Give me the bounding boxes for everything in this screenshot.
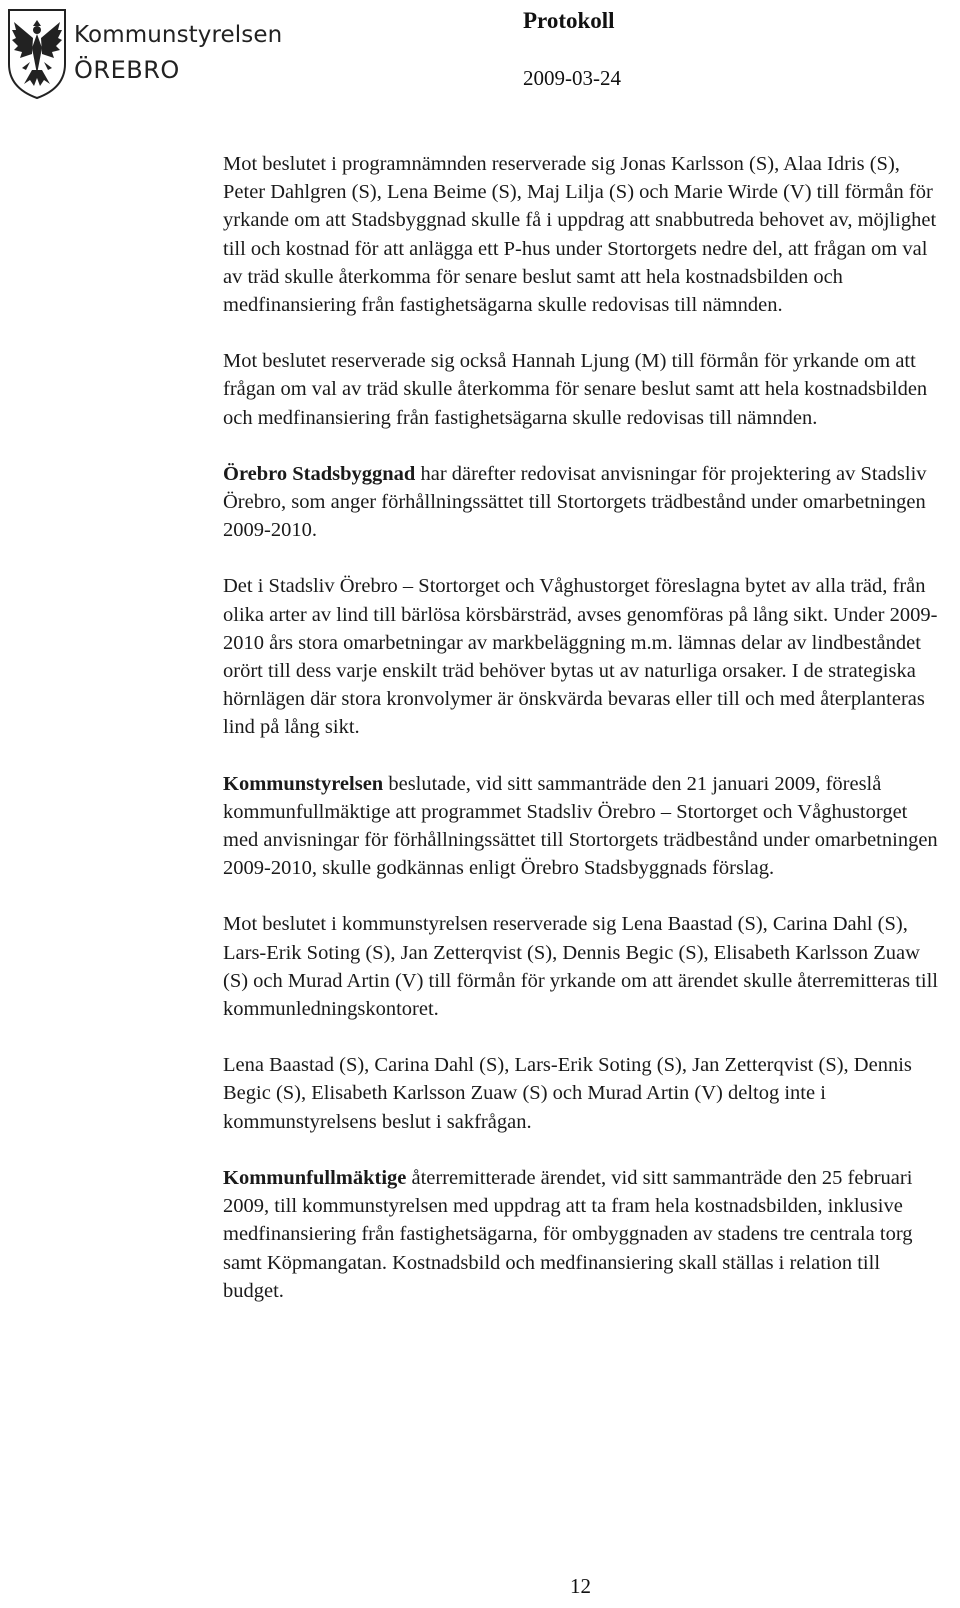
paragraph [223,1164,945,1305]
paragraph [223,150,945,319]
page-number: 12 [570,1574,591,1598]
paragraph-text: Lena Baastad (S), Carina Dahl (S), Lars-Erik Soting (S), Jan Zetterqvist (S), Dennis Begic (S), Elisabeth Karlsson Zuaw (S) och Murad Artin (V) deltog inte i kommunstyrelsens beslut i sakfrågan. [223,1054,912,1133]
document-type: Protokoll [523,8,615,33]
paragraph [223,572,945,741]
paragraph-text: Det i Stadsliv Örebro – Stortorget och Våghustorget föreslagna bytet av alla träd, från olika arter av lind till bärlösa körsbärsträd, avses genomföras på lång sikt. Under 2009-2010 års stora omarbetningar av markbeläggning m.m. lämnas delar av lindbeståndet orört till dess varje enskilt träd behöver bytas ut av naturliga orsaker. I de strategiska hörnlägen där stora kronvolymer är önskvärda bevaras eller till och med återplanteras lind på lång sikt. [223,575,938,739]
paragraph-lead: Kommunstyrelsen [223,772,384,795]
paragraph-text: beslutade, vid sitt sammanträde den 21 januari 2009, föreslå kommunfullmäktige att programmet Stadsliv Örebro – Stortorget och Våghustorget med anvisningar för förhållningssättet till Stortorgets trädbestånd under omarbetningen 2009-2010, skulle godkännas enligt Örebro Stadsbyggnads förslag. [223,772,938,880]
paragraph [223,910,945,1023]
paragraph-lead: Örebro Stadsbyggnad [223,462,416,485]
paragraph [223,1051,945,1136]
organization-name: Kommunstyrelsen [74,22,283,48]
organization-city: ÖREBRO [74,56,180,84]
document-body [223,150,945,1333]
paragraph [223,770,945,883]
paragraph-lead: Kommunfullmäktige [223,1166,407,1189]
paragraph-text: Mot beslutet reserverade sig också Hannah Ljung (M) till förmån för yrkande om att frågan om val av träd skulle återkomma för senare beslut samt att hela kostnadsbilden och medfinansiering från fastighetsägarna skulle redovisas till nämnden. [223,350,928,429]
document-date: 2009-03-24 [523,66,621,90]
paragraph-text: Mot beslutet i programnämnden reserverade sig Jonas Karlsson (S), Alaa Idris (S), Peter Dahlgren (S), Lena Beime (S), Maj Lilja (S) och Marie Wirde (V) till förmån för yrkande om att Stadsbyggnad skulle få i uppdrag att snabbutreda behovet av, möjlighet till och kostnad för att anlägga ett P-hus under Stortorgets nedre del, att frågan om val av träd skulle återkomma för senare beslut samt att hela kostnadsbilden och medfinansiering från fastighetsägarna skulle redovisas till nämnden. [223,153,937,317]
paragraph-text: Mot beslutet i kommunstyrelsen reserverade sig Lena Baastad (S), Carina Dahl (S), Lars-Erik Soting (S), Jan Zetterqvist (S), Dennis Begic (S), Elisabeth Karlsson Zuaw (S) och Murad Artin (V) till förmån för yrkande om att ärendet skulle återremitteras till kommunledningskontoret. [223,913,938,1021]
paragraph-text: har därefter redovisat anvisningar för projektering av Stadsliv Örebro, som anger förhållningssättet till Stortorgets trädbestånd under omarbetningen 2009-2010. [223,462,927,542]
paragraph [223,347,945,432]
paragraph [223,460,945,545]
orebro-coat-of-arms-icon [6,8,68,100]
page-header [0,0,960,110]
paragraph-text: återremitterade ärendet, vid sitt sammanträde den 25 februari 2009, till kommunstyrelsen med uppdrag att ta fram hela kostnadsbilden, inklusive medfinansiering från fastighetsägarna, för ombyggnaden av stadens tre centrala torg samt Köpmangatan. Kostnadsbild och medfinansiering skall ställas i relation till budget. [223,1166,913,1302]
